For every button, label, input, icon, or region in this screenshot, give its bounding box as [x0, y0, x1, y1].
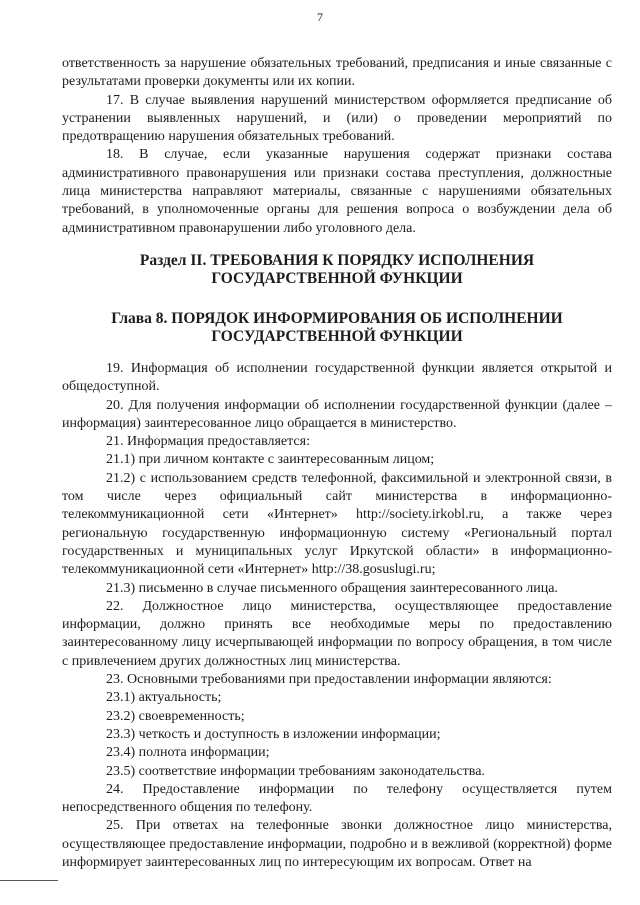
paragraph-21-1: 21.1) при личном контакте с заинтересованным лицом;	[106, 452, 435, 468]
paragraph-25: 25. При ответах на телефонные звонки должностное лицо министерства, осуществляющее предоставление информации, подробно и в вежливой (корректной) форме информирует заинтересованных лиц по интересующим их вопросам. Ответ на	[62, 818, 612, 870]
paragraph-23-1: 23.1) актуальность;	[106, 690, 222, 706]
paragraph-17: 17. В случае выявления нарушений министерством оформляется предписание об устранении выявленных нарушений, и (или) о проведении мероприятий по предотвращению нарушения обязательных требований.	[62, 92, 612, 145]
page-number: 7	[317, 10, 323, 24]
intro-paragraph: ответственность за нарушение обязательных требований, предписания и иные связанные с результатами проверки документы или их копии.	[62, 56, 612, 90]
paragraph-23-2: 23.2) своевременность;	[106, 708, 245, 724]
paragraph-21-3: 21.3) письменно в случае письменного обращения заинтересованного лица.	[106, 580, 558, 596]
paragraph-24: 24. Предоставление информации по телефону осуществляется путем непосредственного общения по телефону.	[62, 781, 612, 816]
section-heading: Раздел II. ТРЕБОВАНИЯ К ПОРЯДКУ ИСПОЛНЕНИЯ ГОСУДАРСТВЕННОЙ ФУНКЦИИ	[139, 251, 535, 287]
paragraph-21-2: 21.2) с использованием средств телефонной, факсимильной и электронной связи, в том числе через официальный сайт министерства в информационно-телекоммуникационной сети «Интернет» http://society.irkobl.ru, а также через региональную государственную информационную систему «Региональный портал государственных и муниципальных услуг Иркутской области» в информационно-телекоммуникационной сети «Интернет» http://38.gosuslugi.ru;	[62, 470, 612, 578]
paragraph-23-3: 23.3) четкость и доступность в изложении информации;	[106, 726, 441, 742]
paragraph-20: 20. Для получения информации об исполнении государственной функции (далее – информация) заинтересованное лицо обращается в министерство.	[62, 397, 612, 431]
footer-rule	[0, 880, 58, 881]
paragraph-22: 22. Должностное лицо министерства, осуществляющее предоставление информации, должно принять все необходимые меры по предоставлению заинтересованному лицу исчерпывающей информации по вопросу обращения, в том числе с привлечением других должностных лиц министерства.	[62, 598, 612, 669]
chapter-heading: Глава 8. ПОРЯДОК ИНФОРМИРОВАНИЯ ОБ ИСПОЛНЕНИИ ГОСУДАРСТВЕННОЙ ФУНКЦИИ	[111, 309, 563, 345]
paragraph-19: 19. Информация об исполнении государственной функции является открытой и общедоступной.	[62, 360, 612, 395]
paragraph-23-4: 23.4) полнота информации;	[106, 745, 270, 761]
document-body	[62, 55, 612, 872]
paragraph-18: 18. В случае, если указанные нарушения содержат признаки состава административного правонарушения или признаки состава преступления, должностные лица министерства направляют материалы, связанные с нарушениями обязательных требований, в уполномоченные органы для решения вопроса о возбуждении дела об административном правонарушении либо уголовного дела.	[62, 147, 612, 236]
paragraph-23: 23. Основными требованиями при предоставлении информации являются:	[106, 672, 552, 688]
paragraph-23-5: 23.5) соответствие информации требованиям законодательства.	[106, 763, 485, 779]
paragraph-21: 21. Информация предоставляется:	[106, 434, 310, 450]
